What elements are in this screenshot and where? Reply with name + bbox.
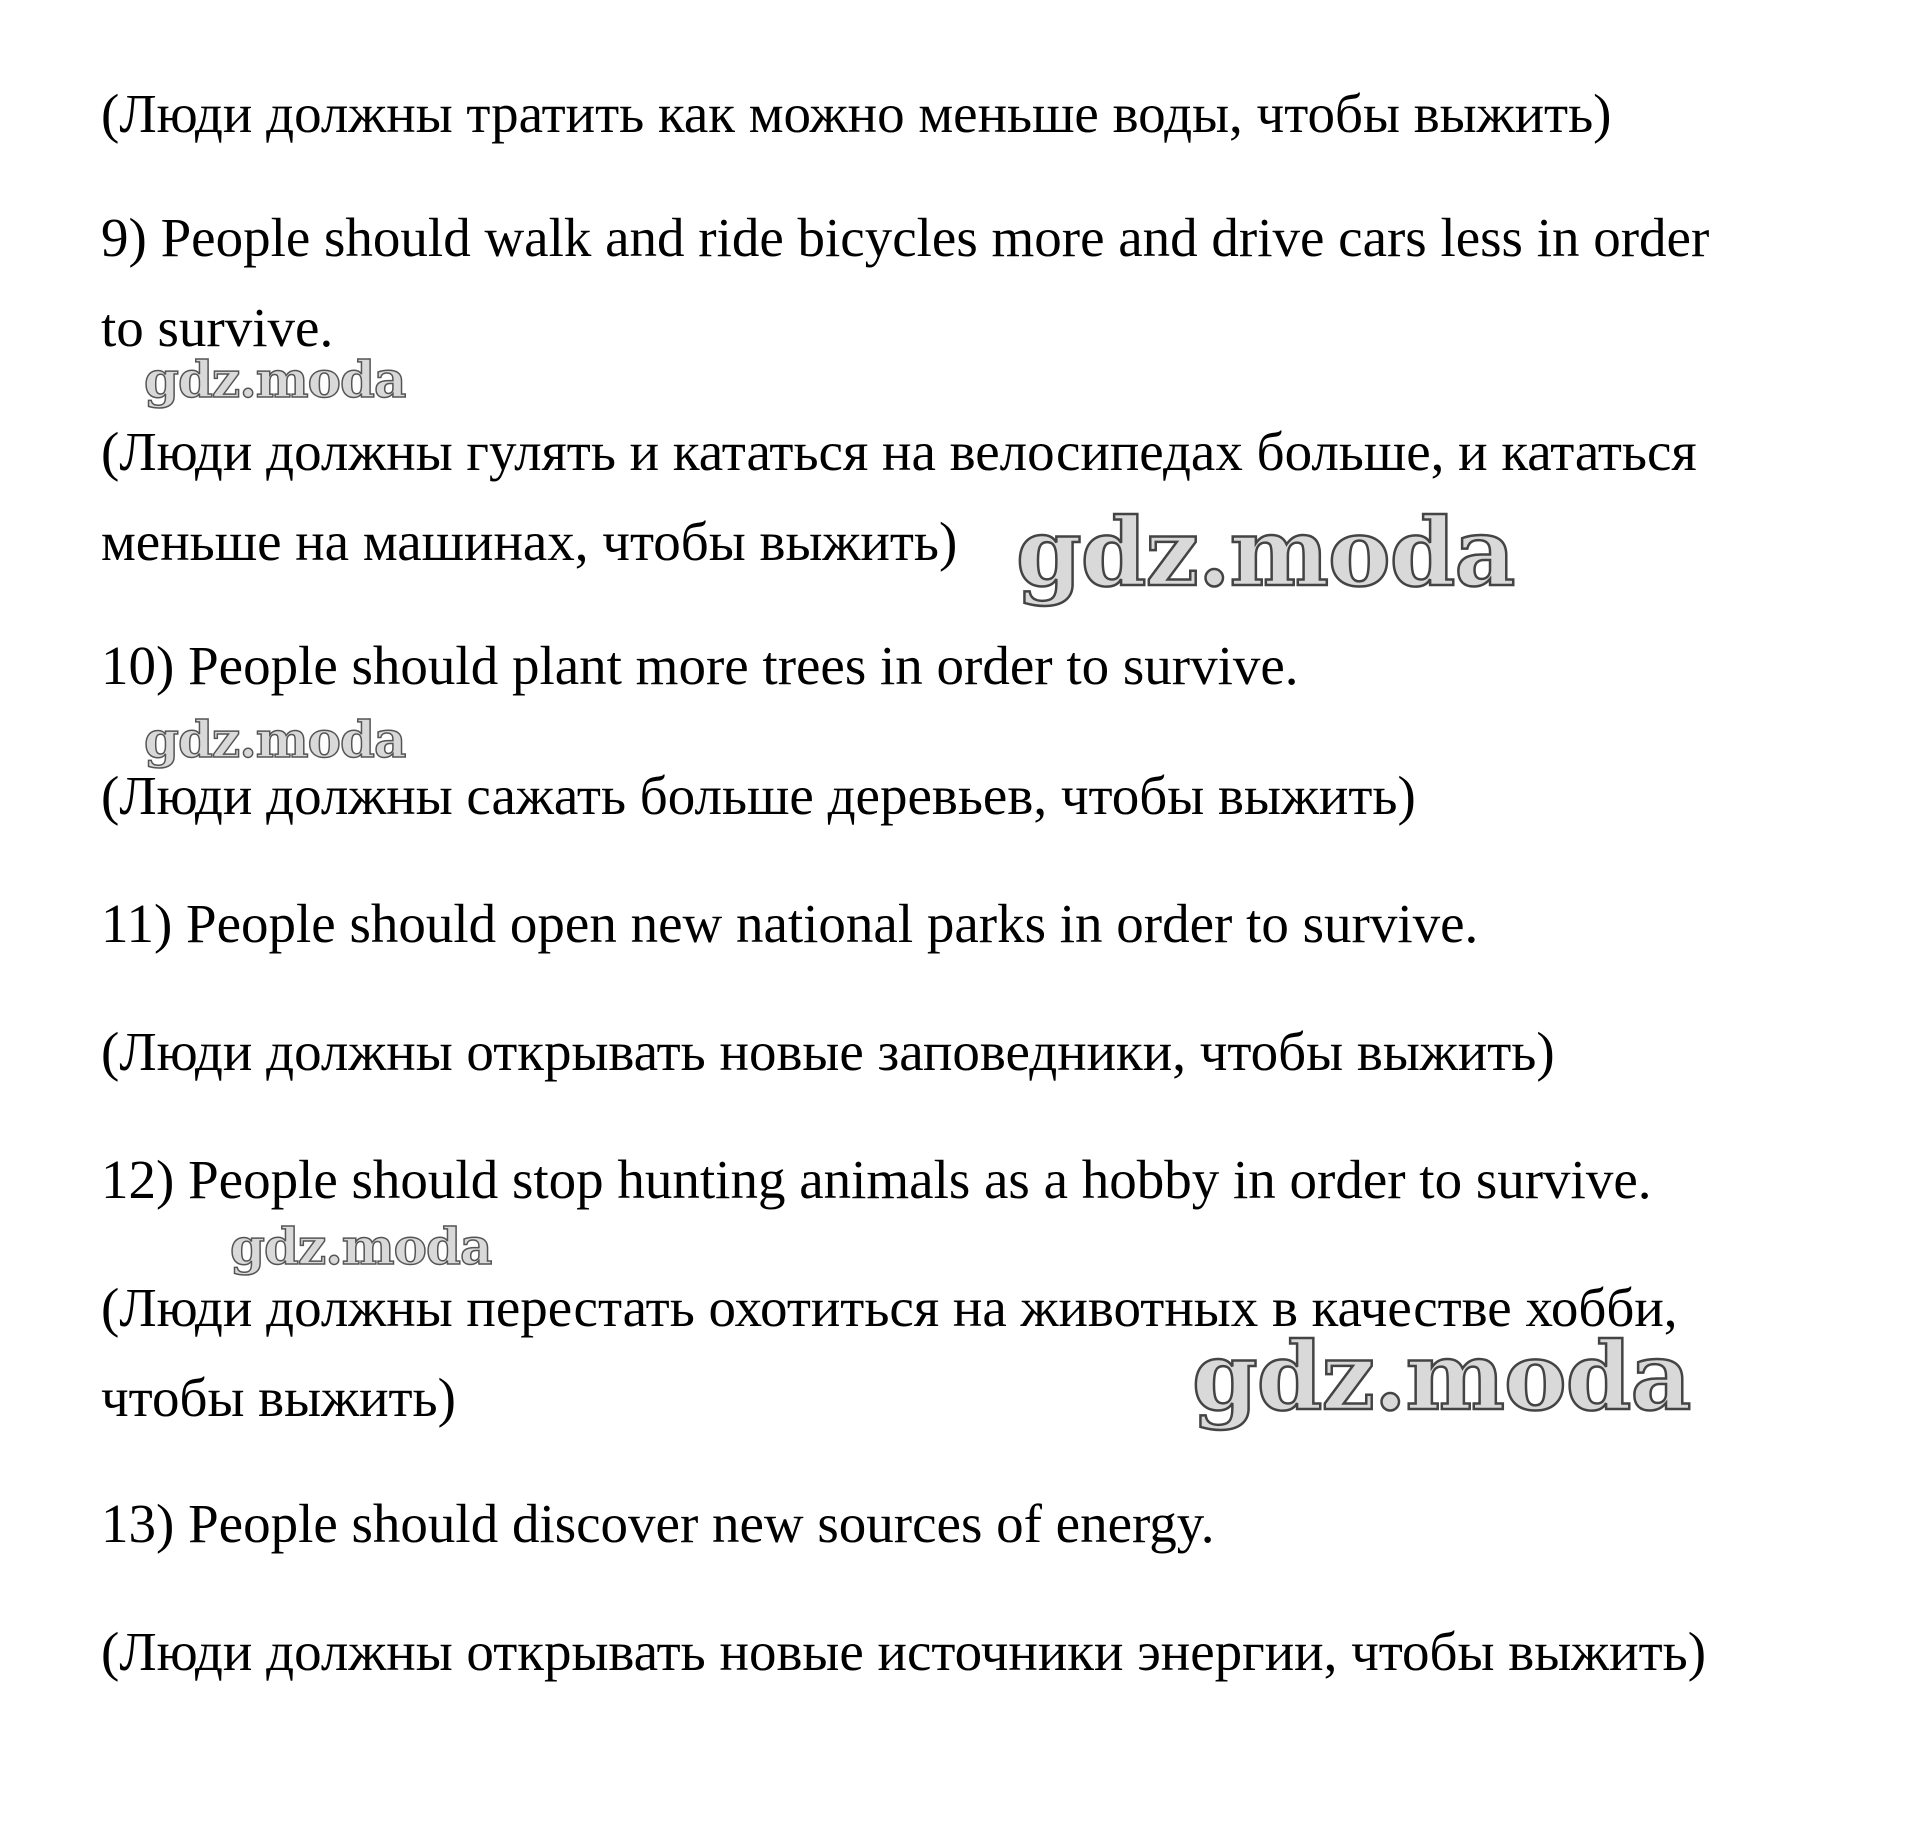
watermark-small-1: gdz.moda xyxy=(144,350,406,409)
text-line-item-13-ru: (Люди должны открывать новые источники энергии, чтобы выжить) xyxy=(101,1621,1707,1682)
text-line-item-11-ru: (Люди должны открывать новые заповедники, чтобы выжить) xyxy=(101,1021,1555,1082)
watermark-large-1: gdz.moda xyxy=(1016,498,1515,608)
text-line-item-9-ru: (Люди должны гулять и кататься на велосипедах больше, и кататься xyxy=(101,421,1697,482)
watermark-small-3: gdz.moda xyxy=(230,1217,492,1276)
text-line-item-11-en: 11) People should open new national parks in order to survive. xyxy=(101,893,1479,954)
text-line-item-13-en: 13) People should discover new sources of energy. xyxy=(101,1493,1215,1554)
watermark-large-2: gdz.moda xyxy=(1192,1322,1691,1432)
text-line-item-9-en-cont: to survive. xyxy=(101,297,334,358)
text-line-item-12-ru-cont: чтобы выжить) xyxy=(101,1367,456,1428)
text-line-item-9-ru-cont: меньше на машинах, чтобы выжить) xyxy=(101,511,958,572)
watermark-small-2: gdz.moda xyxy=(144,710,406,769)
text-line-item-10-ru: (Люди должны сажать больше деревьев, чтобы выжить) xyxy=(101,765,1416,826)
text-line-item-9-en: 9) People should walk and ride bicycles more and drive cars less in order xyxy=(101,207,1710,268)
text-line-item-10-en: 10) People should plant more trees in order to survive. xyxy=(101,635,1299,696)
text-line-water-ru: (Люди должны тратить как можно меньше воды, чтобы выжить) xyxy=(101,83,1612,144)
text-line-item-12-ru: (Люди должны перестать охотиться на животных в качестве хобби, xyxy=(101,1277,1678,1338)
text-line-item-12-en: 12) People should stop hunting animals as a hobby in order to survive. xyxy=(101,1149,1652,1210)
